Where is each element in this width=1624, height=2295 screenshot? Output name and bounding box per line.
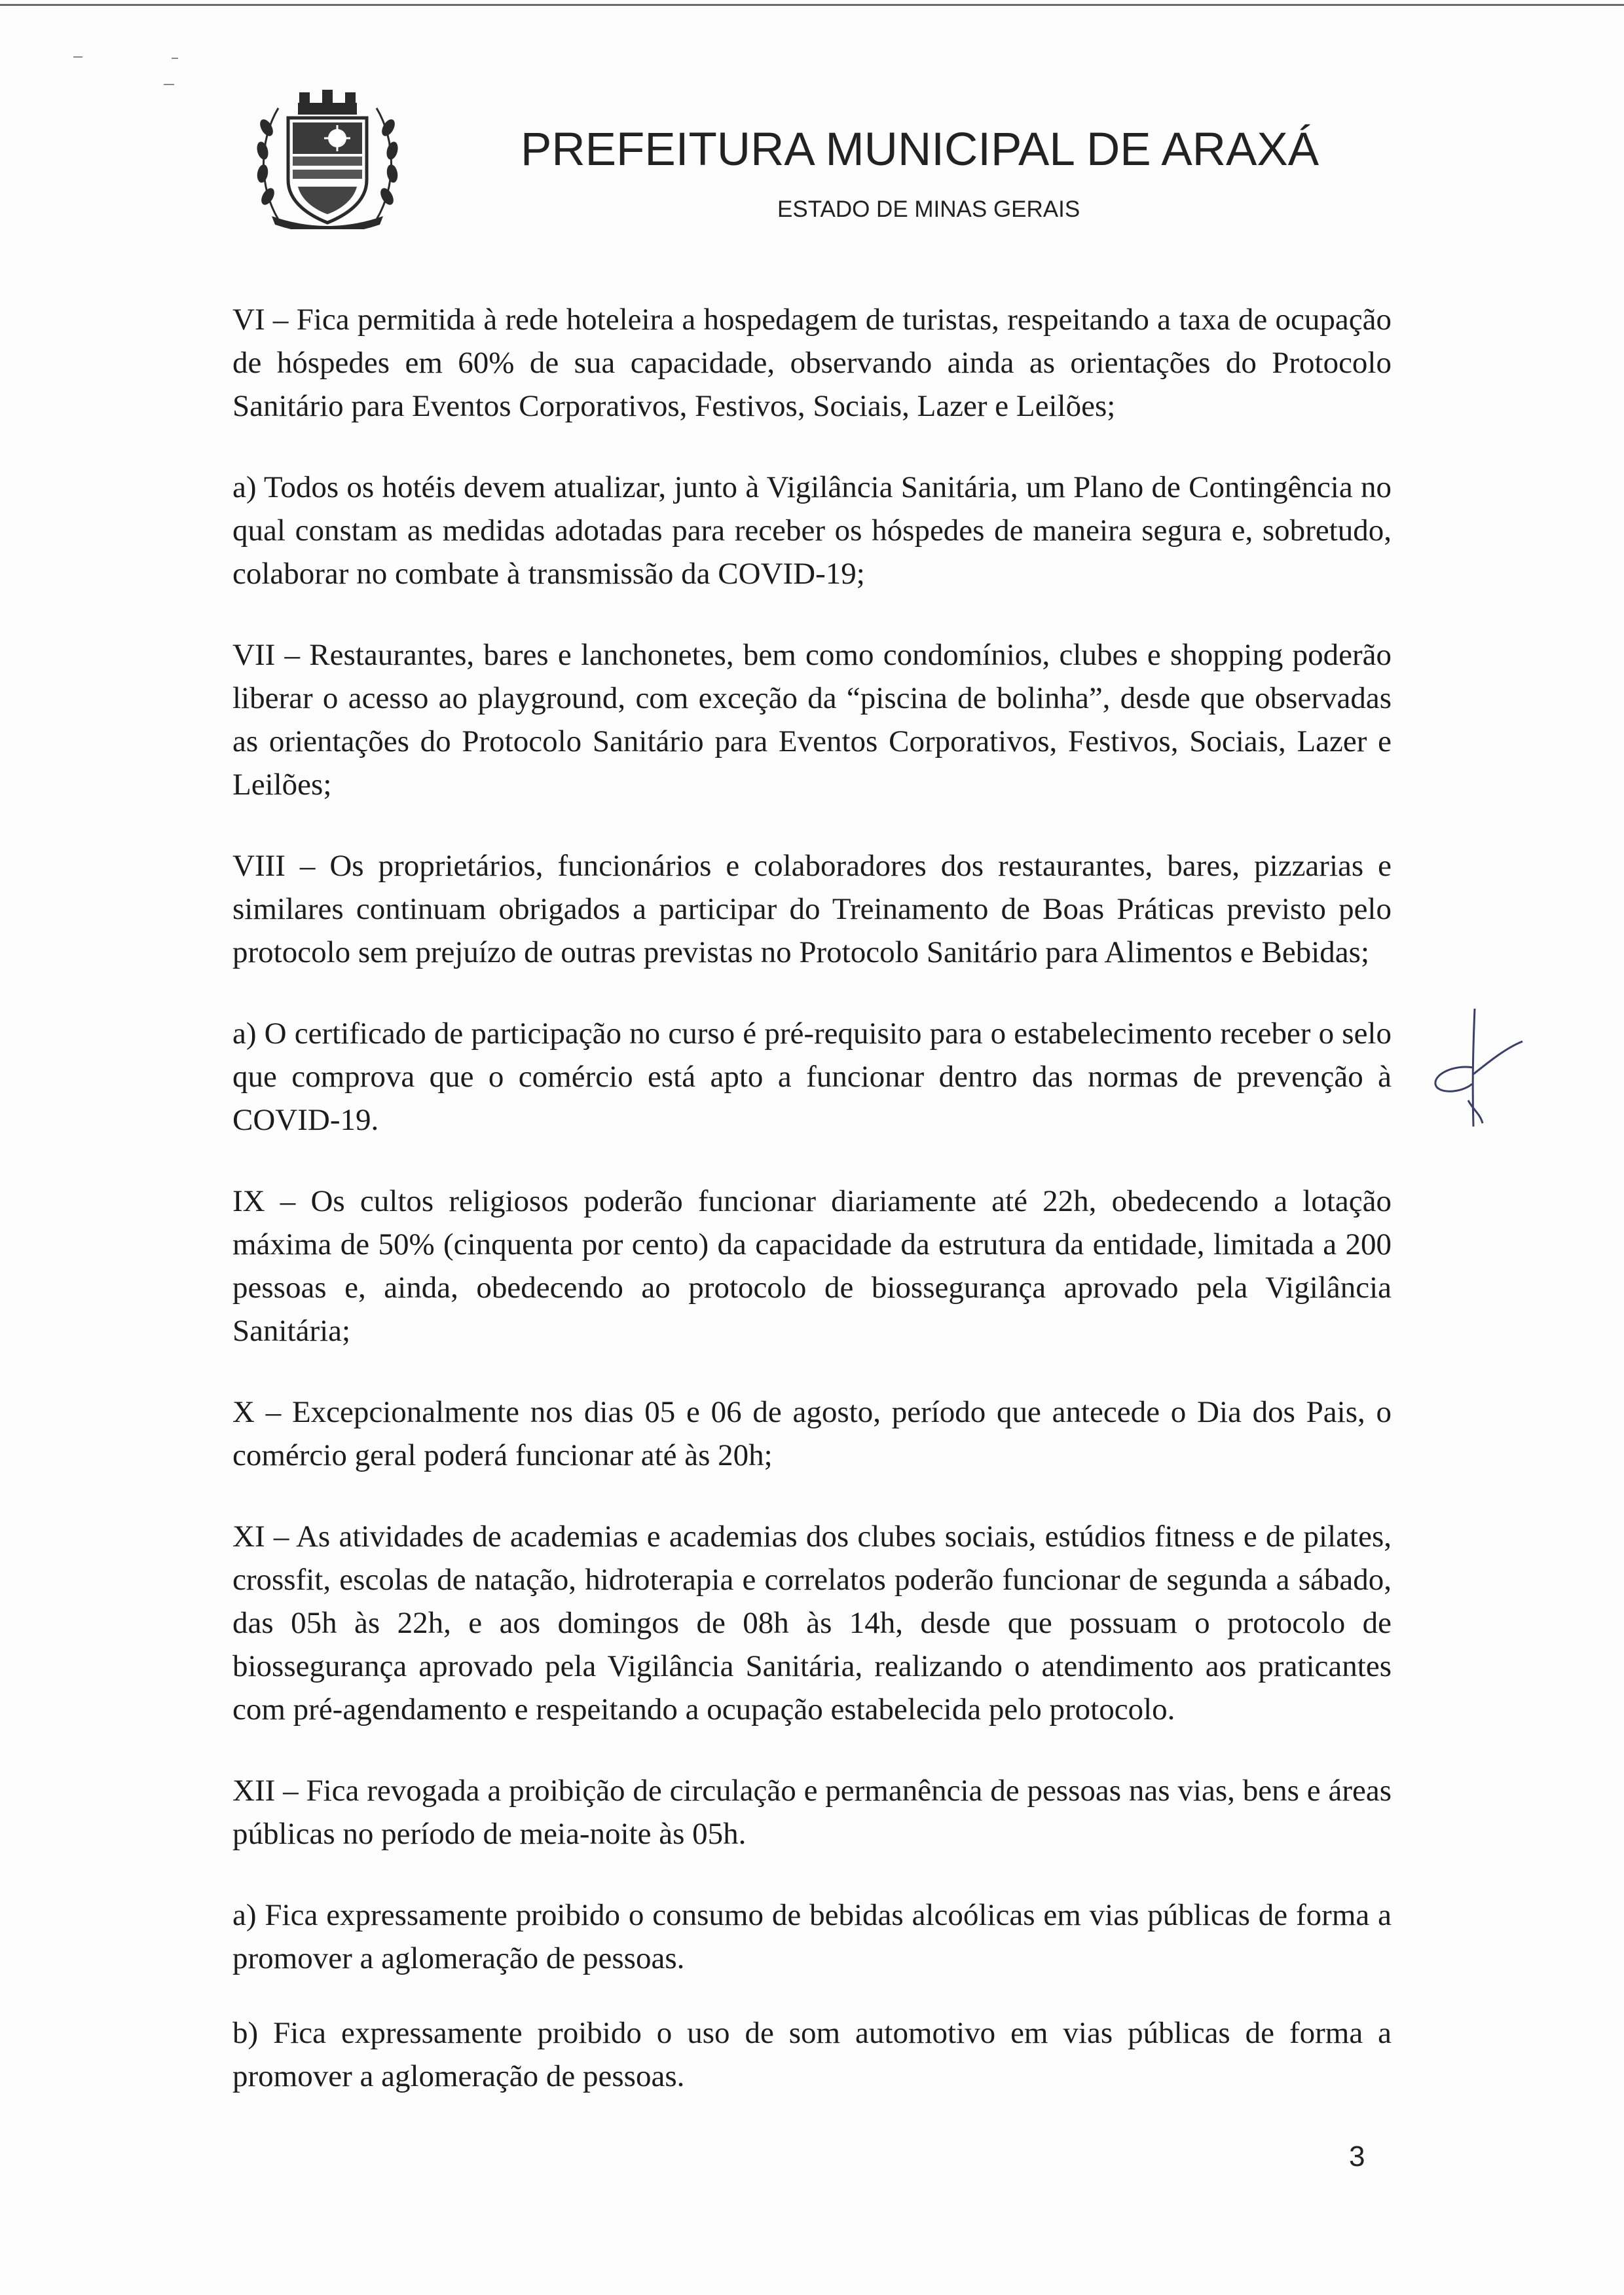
page-number: 3: [1349, 2140, 1365, 2173]
document-body: [232, 298, 1392, 2129]
paragraph-xii: XII – Fica revogada a proibição de circulação e permanência de pessoas nas vias, bens e áreas públicas no período de meia-noite às 05h.: [232, 1774, 1392, 1851]
municipality-title: PREFEITURA MUNICIPAL DE ARAXÁ: [521, 124, 1320, 176]
scan-speck: [172, 58, 178, 59]
top-border-line: [0, 4, 1624, 6]
paragraph-xii-a: a) Fica expressamente proibido o consumo de bebidas alcoólicas em vias públicas de forma a promover a aglomeração de pessoas.: [232, 1898, 1392, 1975]
paragraph-ix: IX – Os cultos religiosos poderão funcionar diariamente até 22h, obedecendo a lotação máxima de 50% (cinquenta por cento) da capacidade da estrutura da entidade, limitada a 200 pessoas e, ainda, obedecendo ao protocolo de biossegurança aprovado pela Vigilância Sanitária;: [232, 1184, 1392, 1348]
paragraph-vi: VI – Fica permitida à rede hoteleira a hospedagem de turistas, respeitando a taxa de ocupação de hóspedes em 60% de sua capacidade, observando ainda as orientações do Protocolo Sanitário para Eventos Corporativos, Festivos, Sociais, Lazer e Leilões;: [232, 303, 1392, 423]
scan-speck: [73, 56, 83, 58]
scan-speck: [164, 84, 174, 85]
paragraph-vii: VII – Restaurantes, bares e lanchonetes, bem como condomínios, clubes e shopping poderão liberar o acesso ao playground, com exceção da “piscina de bolinha”, desde que observadas as orientações do Protocolo Sanitário para Eventos Corporativos, Festivos, Sociais, Lazer e Leilões;: [232, 638, 1392, 802]
municipal-coat-of-arms-icon: [252, 88, 403, 229]
paragraph-xii-b: b) Fica expressamente proibido o uso de som automotivo em vias públicas de forma a promover a aglomeração de pessoas.: [232, 2016, 1392, 2093]
paragraph-xi: XI – As atividades de academias e academias dos clubes sociais, estúdios fitness e de pilates, crossfit, escolas de natação, hidroterapia e correlatos poderão funcionar de segunda a sábado, das 05h às 22h, e aos domingos de 08h às 14h, desde que possuam o protocolo de biossegurança aprovado pela Vigilância Sanitária, realizando o atendimento aos praticantes com pré-agendamento e respeitando a ocupação estabelecida pelo protocolo.: [232, 1520, 1392, 1726]
state-subtitle: ESTADO DE MINAS GERAIS: [777, 196, 1080, 222]
paragraph-viii-a: a) O certificado de participação no curso é pré-requisito para o estabelecimento receber o selo que comprova que o comércio está apto a funcionar dentro das normas de prevenção à COVID-19.: [232, 1017, 1392, 1137]
paragraph-vi-a: a) Todos os hotéis devem atualizar, junto à Vigilância Sanitária, um Plano de Contingência no qual constam as medidas adotadas para receber os hóspedes de maneira segura e, sobretudo, colaborar no combate à transmissão da COVID-19;: [232, 470, 1392, 591]
paragraph-viii: VIII – Os proprietários, funcionários e colaboradores dos restaurantes, bares, pizzarias e similares continuam obrigados a participar do Treinamento de Boas Práticas previsto pelo protocolo sem prejuízo de outras previstas no Protocolo Sanitário para Alimentos e Bebidas;: [232, 849, 1392, 969]
handwritten-initial-icon: [1428, 1002, 1526, 1133]
paragraph-x: X – Excepcionalmente nos dias 05 e 06 de agosto, período que antecede o Dia dos Pais, o comércio geral poderá funcionar até às 20h;: [232, 1395, 1392, 1472]
